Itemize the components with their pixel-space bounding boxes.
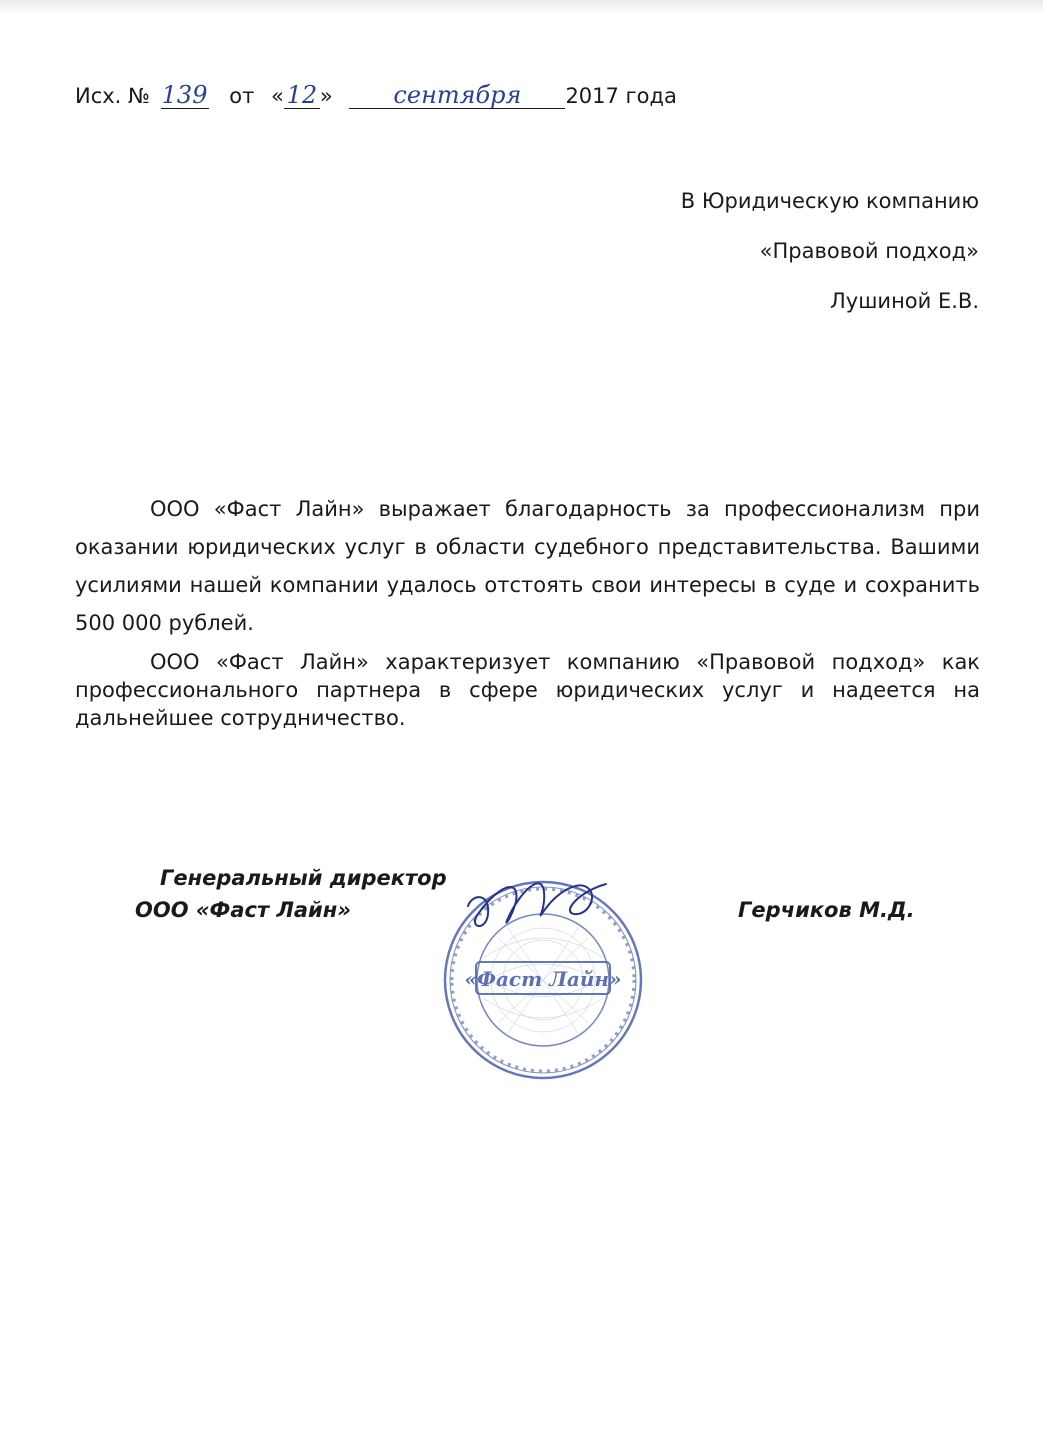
handwritten-ref-number: 139	[161, 81, 208, 109]
quote-open: «	[271, 84, 284, 108]
recipient-line-1: В Юридическую компанию	[680, 189, 979, 213]
scan-edge	[0, 0, 1043, 14]
recipient-line-2: «Правовой подход»	[759, 239, 979, 263]
handwritten-day: 12	[284, 82, 320, 109]
from-label: от	[229, 84, 255, 108]
company-seal-stamp	[438, 858, 648, 1090]
recipient-line-3: Лушиной Е.В.	[829, 289, 979, 313]
handwritten-month: сентября	[349, 82, 565, 109]
signatory-name: Герчиков М.Д.	[738, 898, 915, 922]
body-paragraph-1: ООО «Фаст Лайн» выражает благодарность за профессионализм при оказании юридических услуг в области судебного представительства. Вашими усилиями нашей компании удалось отстоять свои интересы в суде и сохранить 500 000 рублей.	[75, 497, 980, 635]
year-text: 2017 года	[565, 84, 677, 108]
signatory-title-line-1: Генеральный директор	[160, 866, 447, 890]
outgoing-reference-line	[75, 82, 677, 109]
seal-company-name: «Фаст Лайн»	[464, 967, 622, 991]
body-paragraph-2: ООО «Фаст Лайн» характеризует компанию «Правовой подход» как профессионального партнера в сфере юридических услуг и надеется на дальнейшее сотрудничество.	[75, 650, 980, 730]
quote-close: »	[319, 84, 333, 108]
ref-label: Исх. №	[75, 84, 150, 108]
recipient-block	[681, 176, 979, 326]
signatory-title-line-2: ООО «Фаст Лайн»	[135, 898, 351, 922]
